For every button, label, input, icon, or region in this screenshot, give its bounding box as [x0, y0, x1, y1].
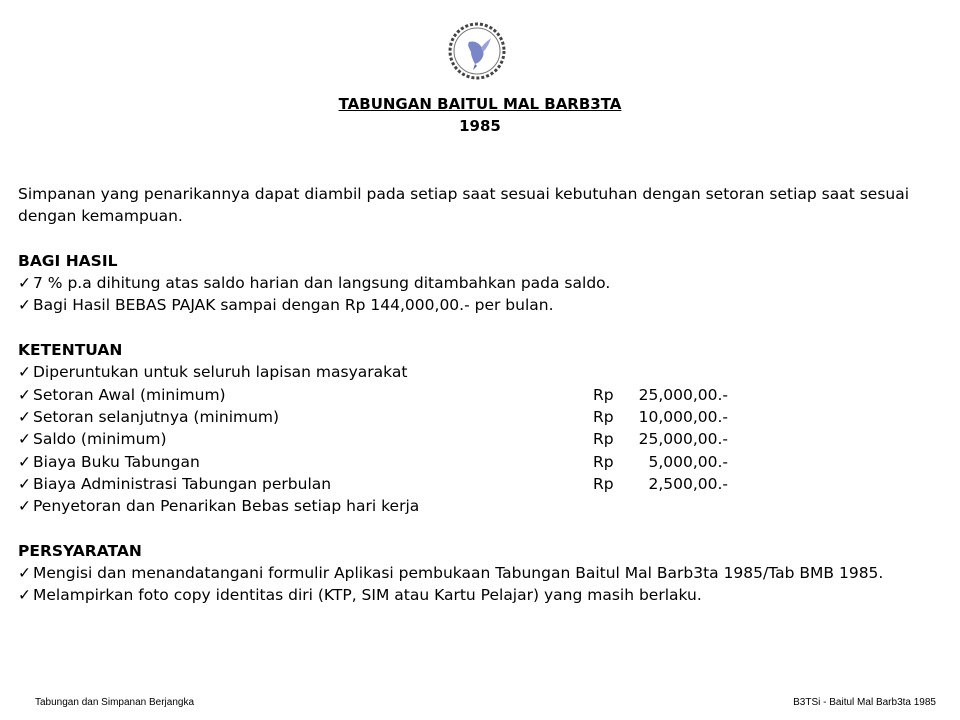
item-text: Setoran selanjutnya (minimum) — [33, 407, 280, 426]
amount-value: 2,500,00.- — [648, 474, 728, 493]
currency-label: Rp — [593, 407, 614, 426]
document-title — [0, 93, 960, 137]
item-text: Setoran Awal (minimum) — [33, 385, 226, 404]
item-text: Saldo (minimum) — [33, 430, 167, 449]
amount-value: 10,000,00.- — [638, 407, 728, 426]
checkmark-icon: ✓ — [18, 564, 31, 583]
ketentuan-heading: KETENTUAN — [18, 341, 123, 360]
checkmark-icon: ✓ — [18, 363, 31, 382]
footer-right: B3TSi - Baitul Mal Barb3ta 1985 — [793, 697, 936, 708]
currency-label: Rp — [593, 474, 614, 493]
footer-left: Tabungan dan Simpanan Berjangka — [35, 697, 195, 708]
logo — [445, 18, 509, 84]
checkmark-icon: ✓ — [18, 497, 31, 516]
list-item — [18, 361, 948, 383]
amount-value: 25,000,00.- — [638, 385, 728, 404]
currency-label: Rp — [593, 430, 614, 449]
section-persyaratan — [18, 540, 948, 607]
bird-in-chain-ring-icon — [445, 18, 509, 84]
checkmark-icon: ✓ — [18, 474, 31, 493]
document-body — [18, 183, 948, 629]
list-item — [18, 294, 948, 316]
checkmark-icon: ✓ — [18, 385, 31, 404]
currency-label: Rp — [593, 452, 614, 471]
checkmark-icon: ✓ — [18, 274, 31, 293]
item-text: Penyetoran dan Penarikan Bebas setiap hari kerja — [33, 497, 420, 516]
list-item — [18, 272, 948, 294]
checkmark-icon: ✓ — [18, 430, 31, 449]
list-item — [18, 495, 948, 517]
item-text: Mengisi dan menandatangani formulir Aplikasi pembukaan Tabungan Baitul Mal Barb3ta 1985/Tab BMB 1985. — [33, 564, 884, 583]
list-item — [18, 451, 948, 473]
bagi-hasil-heading: BAGI HASIL — [18, 251, 118, 270]
title-line-2: 1985 — [459, 117, 501, 135]
title-line-1: TABUNGAN BAITUL MAL BARB3TA — [338, 95, 622, 113]
persyaratan-heading: PERSYARATAN — [18, 541, 142, 560]
section-ketentuan — [18, 339, 948, 517]
list-item — [18, 384, 948, 406]
checkmark-icon: ✓ — [18, 452, 31, 471]
amount-value: 25,000,00.- — [638, 430, 728, 449]
item-text: 7 % p.a dihitung atas saldo harian dan langsung ditambahkan pada saldo. — [33, 274, 611, 293]
section-bagi-hasil — [18, 250, 948, 317]
list-item — [18, 406, 948, 428]
checkmark-icon: ✓ — [18, 296, 31, 315]
item-text: Biaya Buku Tabungan — [33, 452, 200, 471]
list-item — [18, 584, 948, 606]
checkmark-icon: ✓ — [18, 407, 31, 426]
intro-paragraph: Simpanan yang penarikannya dapat diambil pada setiap saat sesuai kebutuhan dengan setoran setiap saat sesuai dengan kemampuan. — [18, 185, 910, 226]
list-item — [18, 562, 948, 584]
list-item — [18, 473, 948, 495]
checkmark-icon: ✓ — [18, 586, 31, 605]
item-text: Melampirkan foto copy identitas diri (KTP, SIM atau Kartu Pelajar) yang masih berlaku. — [33, 586, 702, 605]
currency-label: Rp — [593, 385, 614, 404]
list-item — [18, 428, 948, 450]
item-text: Biaya Administrasi Tabungan perbulan — [33, 474, 332, 493]
item-text: Diperuntukan untuk seluruh lapisan masyarakat — [33, 363, 408, 382]
item-text: Bagi Hasil BEBAS PAJAK sampai dengan Rp 144,000,00.- per bulan. — [33, 296, 554, 315]
amount-value: 5,000,00.- — [648, 452, 728, 471]
